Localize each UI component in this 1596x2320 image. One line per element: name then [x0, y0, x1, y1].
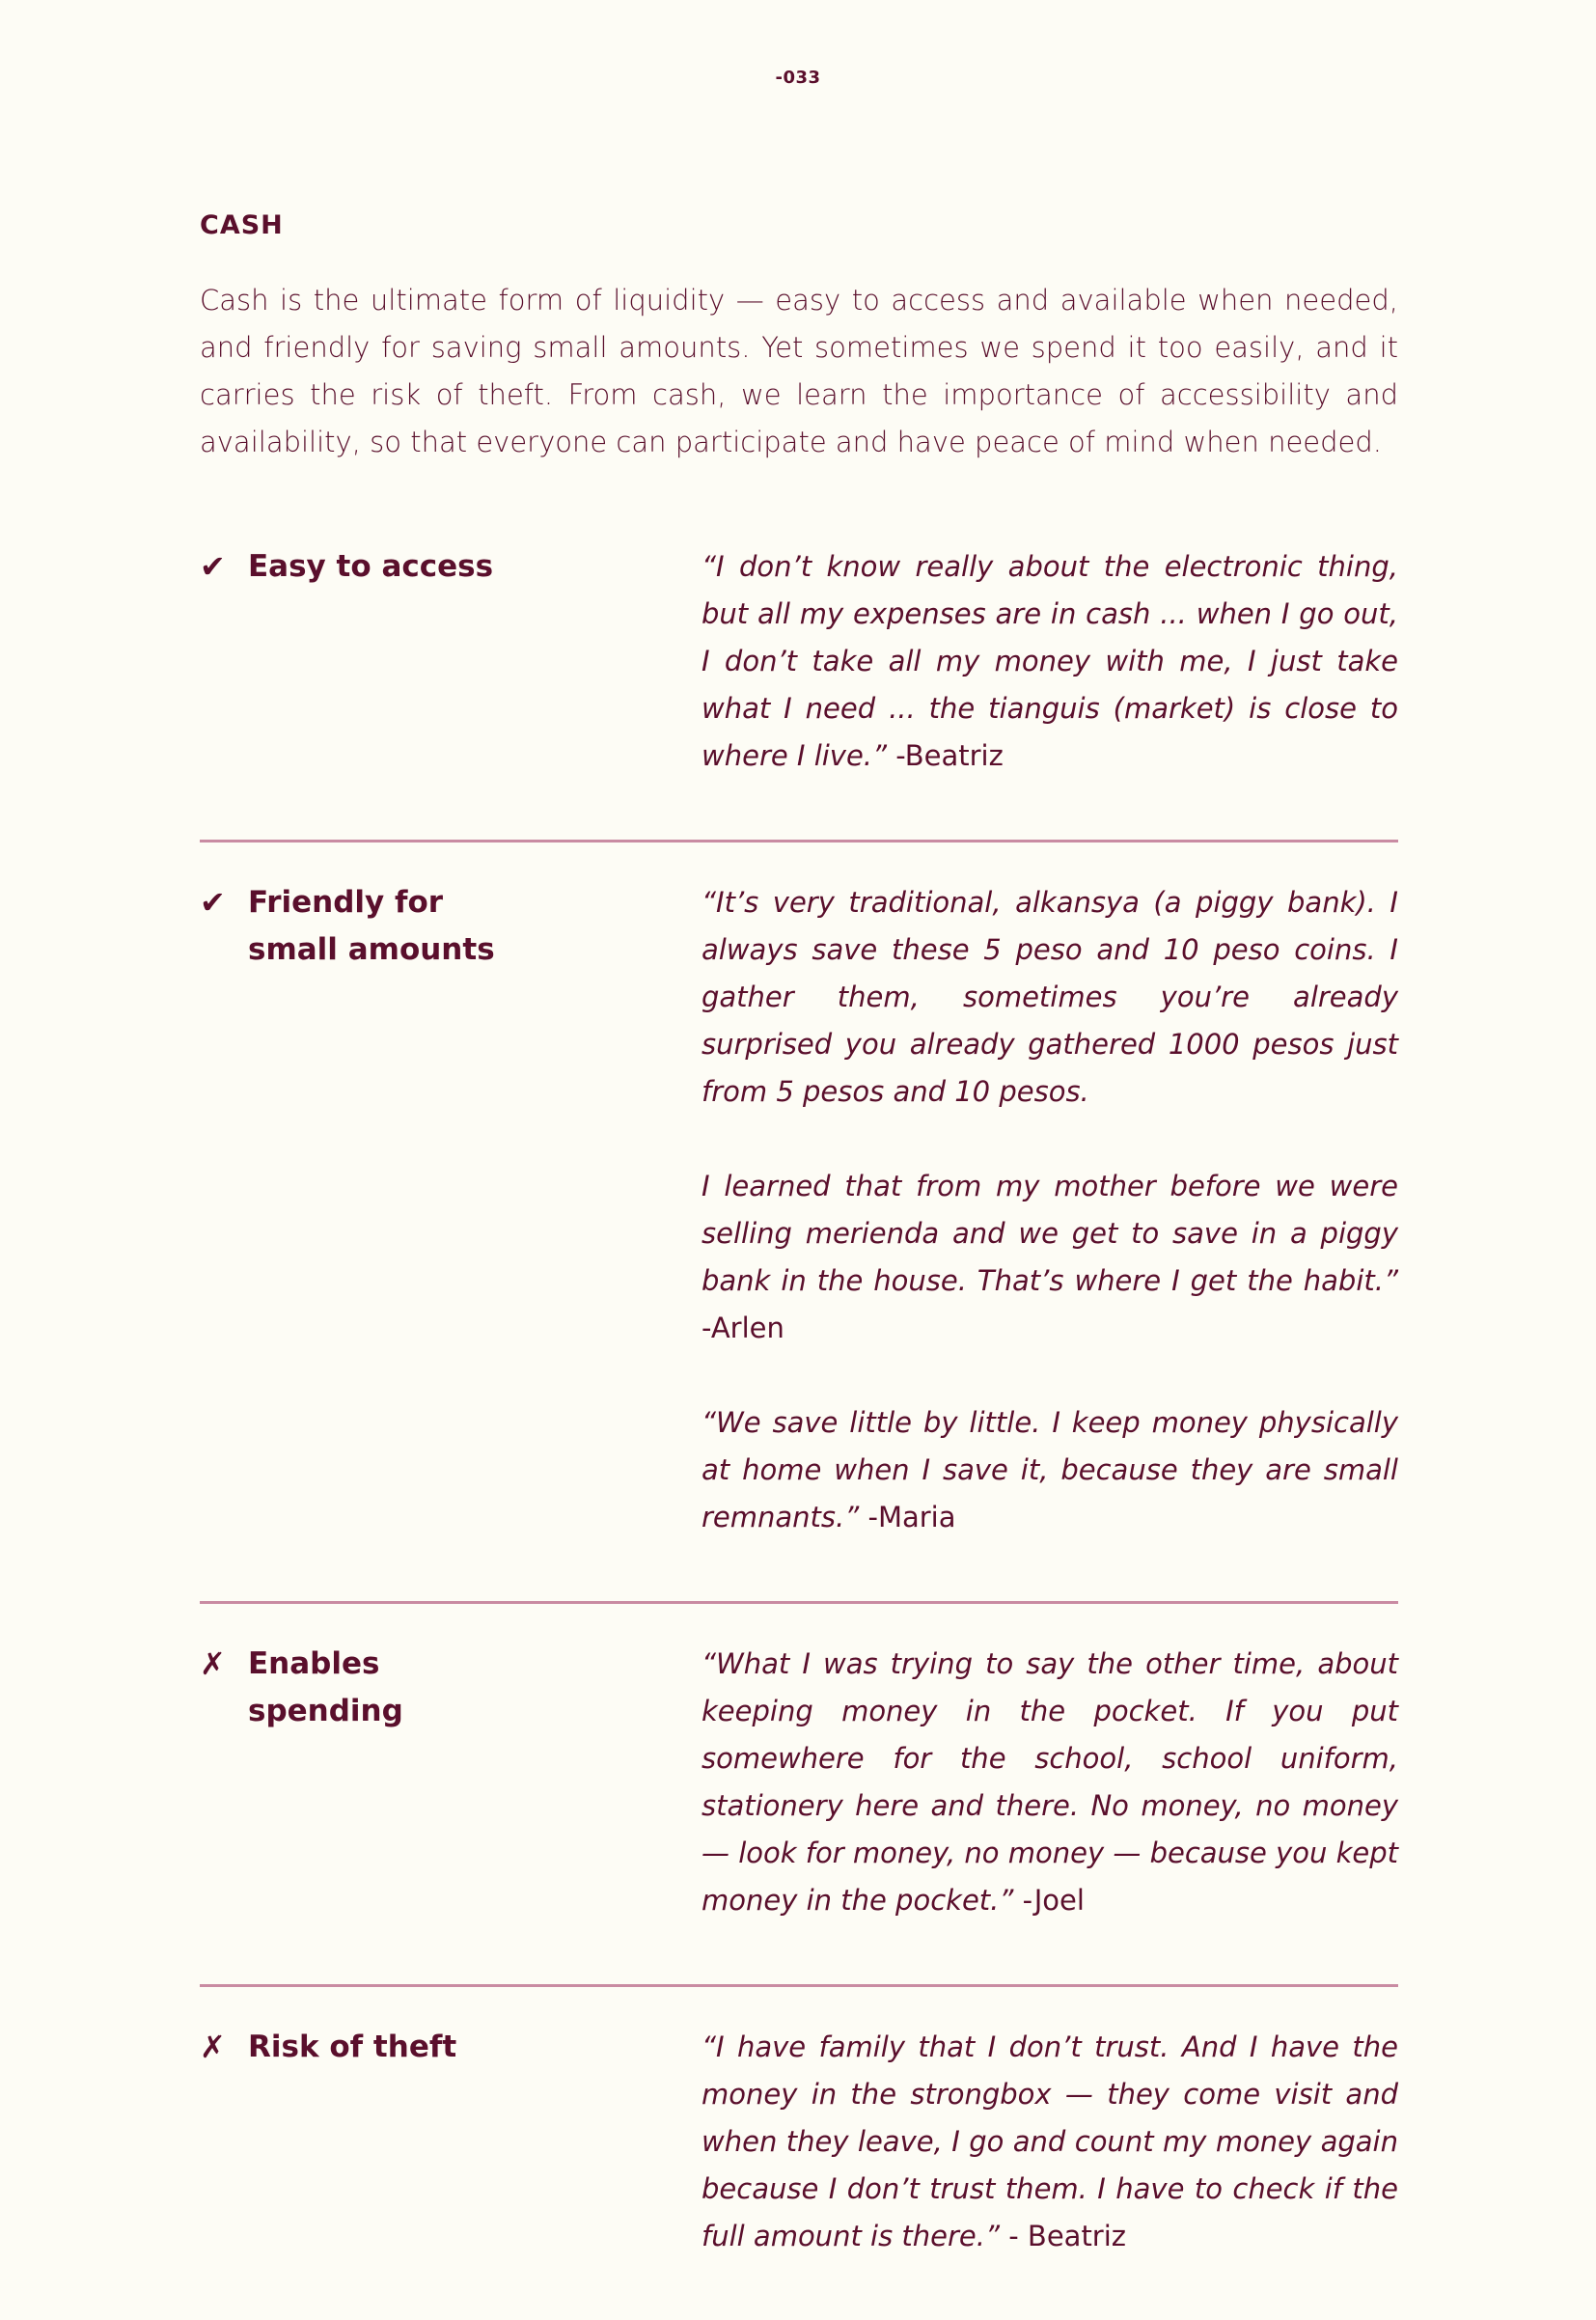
section-intro: Cash is the ultimate form of liquidity — easy to access and available when needed, and friendly for saving small amounts. Yet sometimes we spend it too easily, and it carries the risk of theft. From cash, we learn the importance of accessibility and availability, so that everyone can participate and have peace of mind when needed.	[200, 284, 1398, 458]
row-friendly-for-small-amounts	[200, 840, 1398, 1601]
quote-text: I learned that from my mother before we were selling merienda and we get to save in a piggy bank in the house. That’s where I get the habit.”	[702, 1170, 1398, 1297]
quote	[702, 543, 1398, 780]
quote-text: “We save little by little. I keep money physically at home when I save it, because they are small remnants.”	[702, 1406, 1398, 1533]
quote	[702, 2024, 1398, 2260]
row-label: Risk of theft	[248, 2030, 457, 2064]
quote-author: -Joel	[1013, 1884, 1085, 1917]
cross-icon: ✗	[200, 2029, 226, 2065]
quote	[702, 879, 1398, 1116]
quote-author: -Maria	[859, 1501, 956, 1533]
quote-text: “I don’t know really about the electronic thing, but all my expenses are in cash ... when I go out, I don’t take all my money with me, I just take what I need ... the tianguis (market) is close to where I live.”	[702, 550, 1398, 772]
cross-icon: ✗	[200, 1645, 226, 1682]
row-easy-to-access	[200, 543, 1398, 840]
row-label: Easy to access	[248, 549, 494, 584]
section-content	[200, 210, 1398, 2320]
quote	[702, 1399, 1398, 1541]
row-enables-spending	[200, 1601, 1398, 1984]
checkmark-icon: ✔	[200, 548, 226, 585]
checkmark-icon: ✔	[200, 884, 226, 921]
quote-author: -Arlen	[702, 1312, 784, 1344]
row-label: Enables spending	[248, 1646, 403, 1728]
quote-text: “What I was trying to say the other time, about keeping money in the pocket. If you put somewhere for the school, school uniform, stationery here and there. No money, no money — look for money, no money — because you kept money in the pocket.”	[702, 1647, 1399, 1917]
page-number: -033	[775, 68, 821, 88]
quote	[702, 1163, 1398, 1352]
quote-author: -Beatriz	[887, 739, 1004, 772]
row-risk-of-theft	[200, 1984, 1398, 2320]
quote-text: “I have family that I don’t trust. And I have the money in the strongbox — they come visit and when they leave, I go and count my money again because I don’t trust them. I have to check if the full amount is there.”	[702, 2030, 1398, 2252]
pros-cons-list	[200, 543, 1398, 2320]
quote	[702, 1641, 1398, 1924]
section-heading: CASH	[200, 210, 284, 240]
row-label: Friendly for small amounts	[248, 885, 495, 967]
quote-author: - Beatriz	[1000, 2220, 1127, 2252]
quote-text: “It’s very traditional, alkansya (a piggy bank). I always save these 5 peso and 10 peso coins. I gather them, sometimes you’re already surprised you already gathered 1000 pesos just from 5 pesos and 10 pesos.	[702, 886, 1398, 1108]
